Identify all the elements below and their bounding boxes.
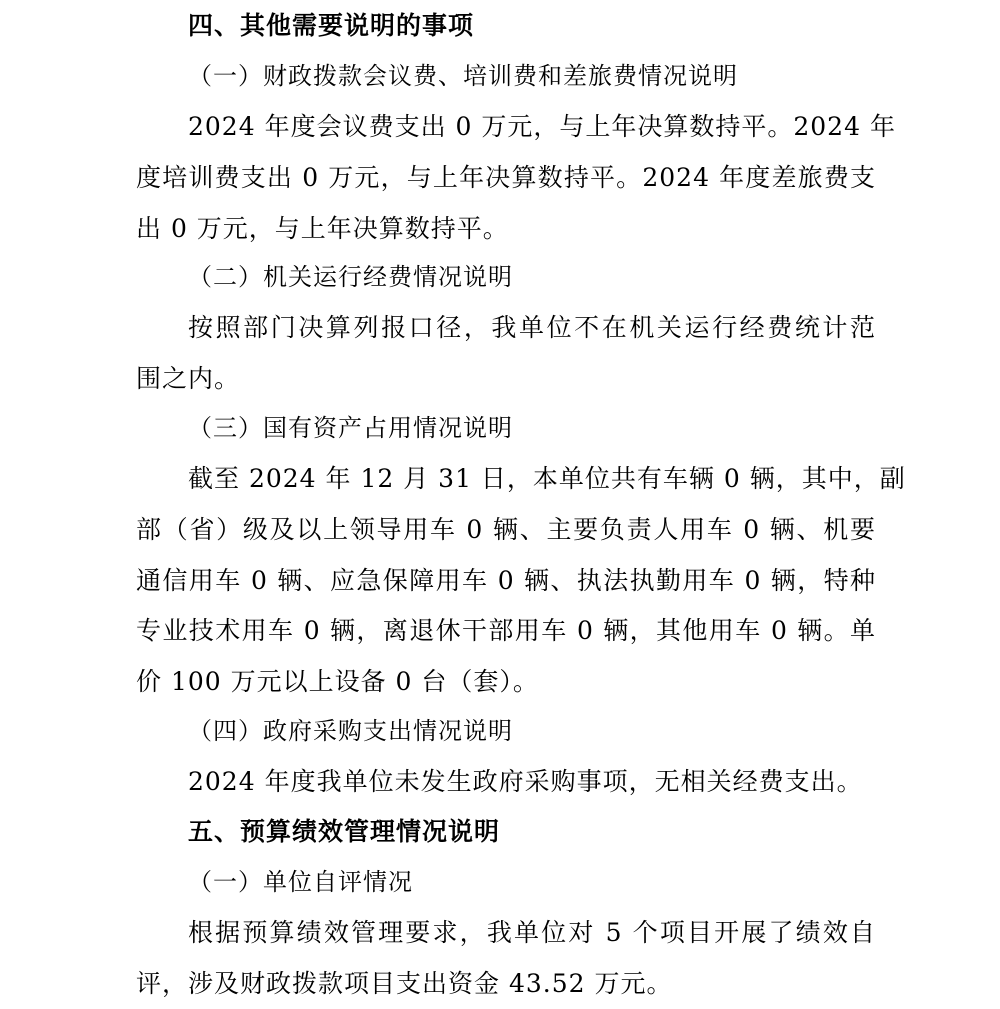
- paragraph-line: 截至 2024 年 12 月 31 日，本单位共有车辆 0 辆，其中，副: [188, 464, 906, 493]
- paragraph-line: 通信用车 0 辆、应急保障用车 0 辆、执法执勤用车 0 辆，特种: [136, 566, 876, 595]
- paragraph-line: 2024 年度我单位未发生政府采购事项，无相关经费支出。: [188, 767, 863, 796]
- paragraph-line: 部（省）级及以上领导用车 0 辆、主要负责人用车 0 辆、机要: [136, 515, 876, 544]
- paragraph-line: 根据预算绩效管理要求，我单位对 5 个项目开展了绩效自: [188, 918, 876, 947]
- paragraph-line: 按照部门决算列报口径，我单位不在机关运行经费统计范: [188, 313, 876, 342]
- section-4-1-heading: （一）财政拨款会议费、培训费和差旅费情况说明: [188, 62, 738, 90]
- section-5-heading: 五、预算绩效管理情况说明: [188, 817, 501, 846]
- paragraph-line: 2024 年度会议费支出 0 万元，与上年决算数持平。2024 年: [188, 112, 896, 141]
- section-4-3-heading: （三）国有资产占用情况说明: [188, 414, 513, 442]
- section-4-heading: 四、其他需要说明的事项: [188, 11, 475, 40]
- paragraph-line: 专业技术用车 0 辆，离退休干部用车 0 辆，其他用车 0 辆。单: [136, 616, 876, 645]
- paragraph-line: 评，涉及财政拨款项目支出资金 43.52 万元。: [136, 969, 673, 998]
- section-5-1-heading: （一）单位自评情况: [188, 868, 413, 896]
- paragraph-line: 价 100 万元以上设备 0 台（套）。: [136, 667, 539, 696]
- paragraph-line: 度培训费支出 0 万元，与上年决算数持平。2024 年度差旅费支: [136, 163, 876, 192]
- section-4-4-heading: （四）政府采购支出情况说明: [188, 717, 513, 745]
- paragraph-line: 围之内。: [136, 364, 241, 393]
- paragraph-line: 出 0 万元，与上年决算数持平。: [136, 214, 509, 243]
- section-4-2-heading: （二）机关运行经费情况说明: [188, 263, 513, 291]
